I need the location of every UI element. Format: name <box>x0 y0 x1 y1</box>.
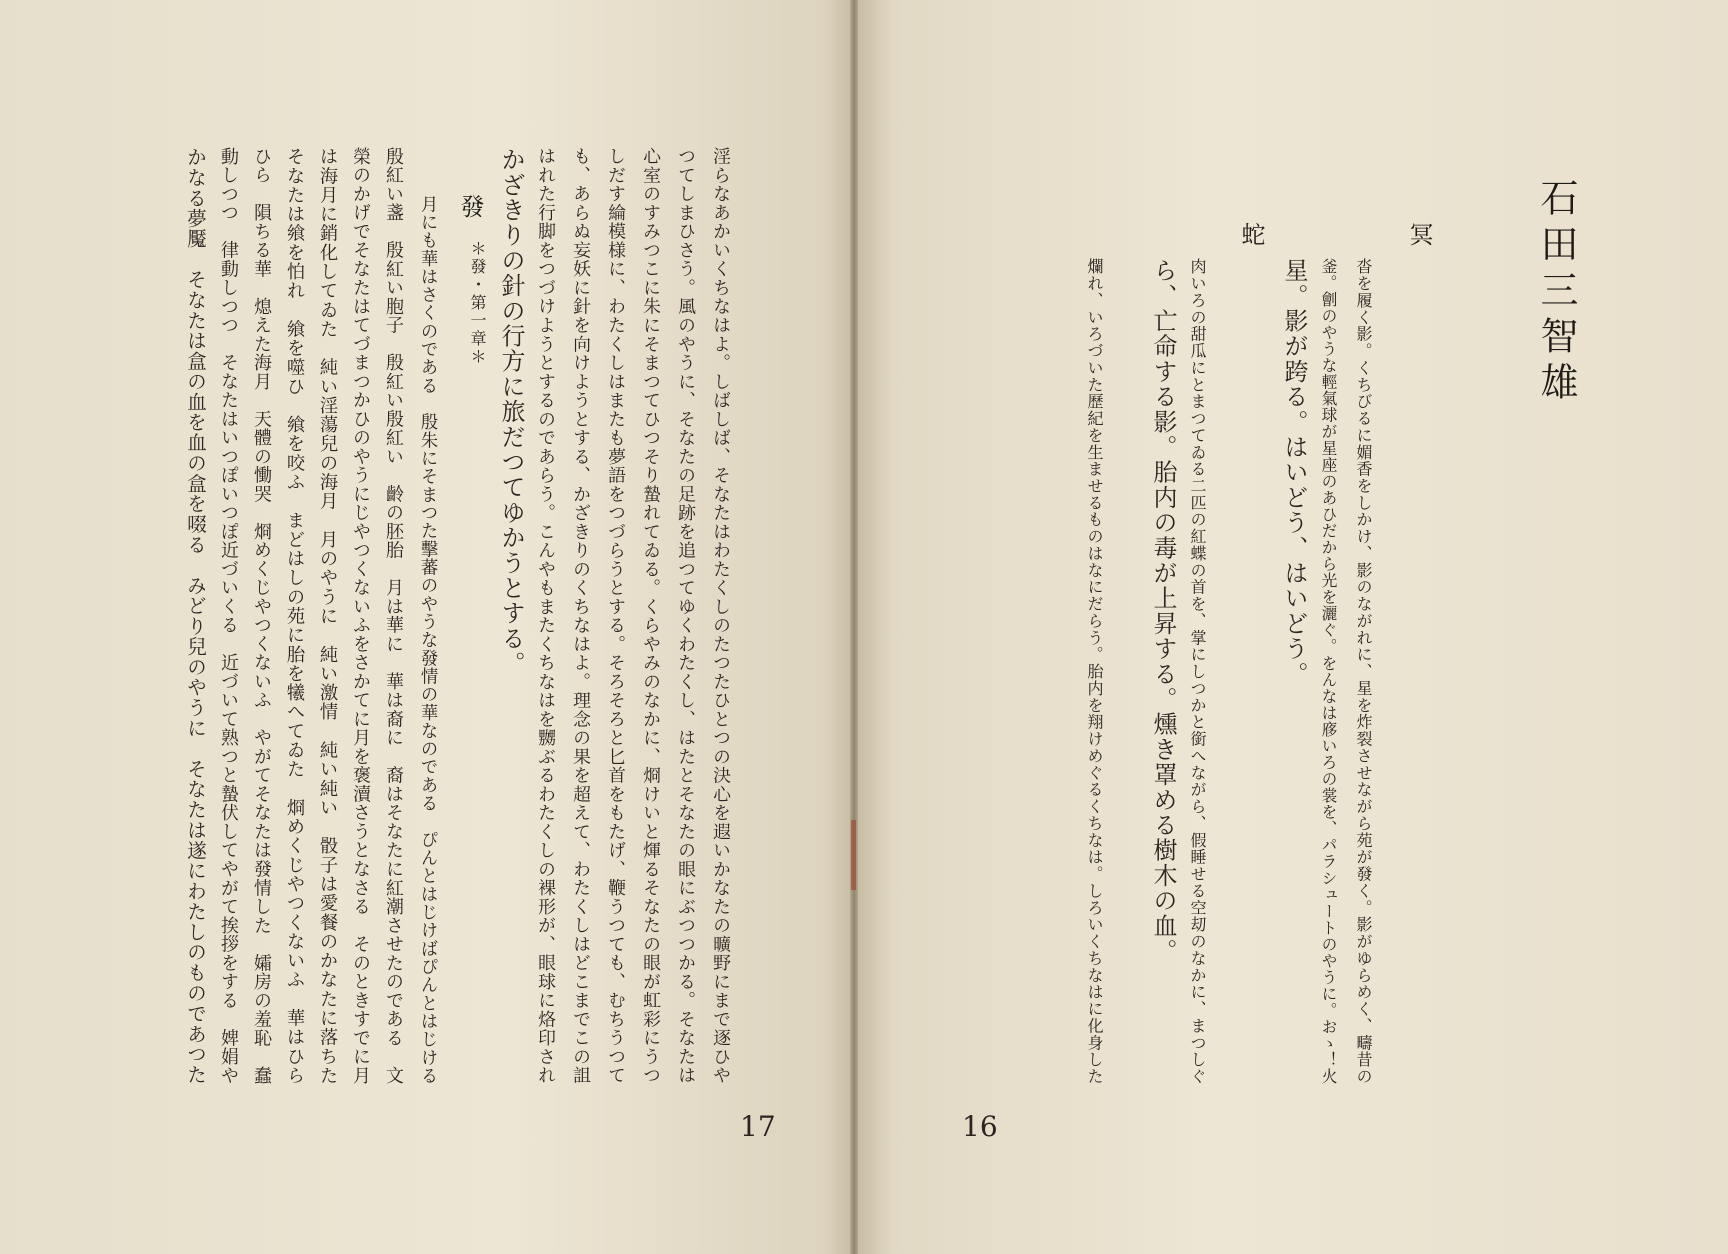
author-name: 石田三智雄 <box>1534 178 1578 408</box>
left-prose-line-5: も、あらぬ妄妖に針を向けようとする、かざきりのくちなはよ。理念の果を超えて、わたくしはどこまでこの詛 <box>570 147 591 1085</box>
section-heading-mei: 冥 <box>1405 222 1433 248</box>
page-number-left: 17 <box>740 1110 776 1143</box>
section-heading-hebi: 蛇 <box>1237 222 1265 248</box>
poem-line-2: 殷紅い盞 殷紅い胞子 殷紅い殷紅い 齡の胚胎 月は華に 華は裔に 裔はそなたに紅潮させたのである 文 <box>383 147 404 1085</box>
poem-subheading: ＊發・第一章＊ <box>468 240 487 366</box>
left-prose-line-6: はれた行脚をつづけようとするのであらう。こんやもまたくちなはを嬲ぶるわたくしの裸形が、眼球に烙印され <box>535 147 556 1085</box>
right-line-6: 爛れ、いろづいた歷紀を生ませるものはなにだらう。胎内を翔けめぐるくちなは。しろいくちなはに化身した <box>1085 258 1104 1085</box>
right-line-2: 釜。劊のやうな輕氣球が星座のあひだから光を灑ぐ。をんなは㢋いろの裳を、パラシュートのやうに。おゝ！火 <box>1319 258 1338 1085</box>
poem-line-1: 月にも華はさくのである 殷朱にそまつた擊蕃のやうな發情の華なのである ぴんとはじけばぴんとはじける <box>417 195 437 1085</box>
left-prose-line-4: しだす綸模様に、わたくしはまたも夢語をつづらうとする。そろそろと匕首をもたげ、鞭うつても、むちうつて <box>605 147 626 1085</box>
right-line-4: 肉いろの甜瓜にとまつてゐる二匹の紅蝶の首を、掌にしつかと銜へながら、假睡せる空刧のなかに、まつしぐ <box>1188 258 1207 1085</box>
poem-line-7: 動しつつ 律動しつつ そなたはいつぽいつぽ近づいくる 近づいて熟つと蟄伏してやがて挨拶をする 婢娟や <box>218 147 239 1085</box>
right-page <box>858 0 1728 1254</box>
left-prose-line-3: 心室のすみつこに朱にそまつてひつそり蟄れてゐる。くらやみのなかに、烱けいと煇るそなたの眼が虹彩にうつ <box>640 147 661 1085</box>
left-prose-line-7: かざきりの針の行方に旅だつてゆかうとする。 <box>497 147 525 677</box>
poem-line-4: は海月に銷化してゐた 純い淫蕩兒の海月 月のやうに 純い激情 純い純い 骰子は愛餐のかなたに落ちた <box>317 147 338 1085</box>
poem-line-3: 榮のかげでそなたはてづまつかひのやうにじやつくないふをさかてに月を褒瀆さうとなさる そのときすでに月 <box>350 147 371 1085</box>
section-heading-hatsu: 發 <box>456 194 484 220</box>
left-prose-line-2: つてしまひさう。風のやうに、そなたの足跡を追つてゆくわたくし、はたとそなたの眼にぶつつかる。そなたは <box>675 147 696 1085</box>
poem-line-8: かなる夢魘 そなたは盒の血を血の盒を啜る みどり兒のやうに そなたは遂にわたしのものであつた <box>184 147 207 1085</box>
left-page <box>0 0 850 1254</box>
book-gutter <box>850 0 858 1254</box>
poem-line-5: そなたは飨を怕れ 飨を噬ひ 飨を咬ふ まどはしの苑に胎を犧へてゐた 烱めくじやつくないふ 華はひら <box>284 147 305 1085</box>
left-prose-line-1: 淫らなあかいくちなはよ。しばしば、そなたはわたくしのたつたひとつの決心を遐いかなたの曠野にまで逐ひや <box>710 147 731 1085</box>
right-line-3: 星。影が跨る。はいどう、はいどう。 <box>1280 258 1308 687</box>
page-number-right: 16 <box>962 1110 998 1143</box>
right-line-5: ら、亡命する影。胎内の毒が上昇する。燻き罩める樹木の血。 <box>1149 258 1177 964</box>
right-line-1: 沓を履く影。くちびるに媚香をしかけ、影のながれに、星を炸裂させながら苑が發く。影がゆらめく、疇昔の <box>1354 258 1373 1085</box>
binding-mark <box>851 820 856 890</box>
poem-line-6: ひら 隕ちる華 熄えた海月 天體の慟哭 烱めくじやつくないふ やがてそなたは發情した 孀房の羞恥 蠢 <box>251 147 272 1085</box>
